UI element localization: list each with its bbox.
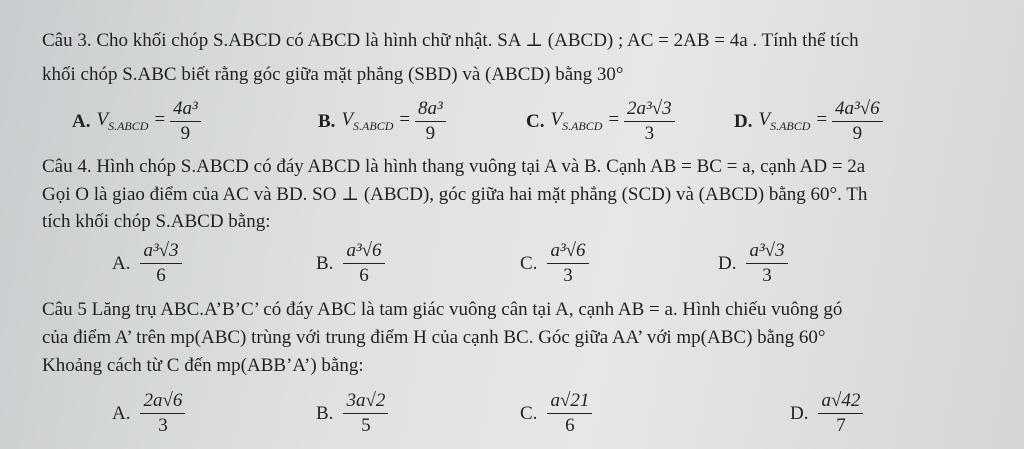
q5-option-a-fraction: $\frac{2a√6}{3}$	[140, 390, 185, 437]
q5-line3: Khoảng cách từ C đến mp(ABB’A’) bằng:	[42, 355, 364, 376]
q4-option-b	[316, 240, 389, 287]
q4-option-c	[520, 240, 593, 287]
q3-option-d-fraction: $\frac{\text{4a³√6}}{9}$	[832, 98, 883, 145]
q3-option-a	[72, 98, 205, 145]
q4-option-d-fraction: $\frac{\text{a³√3}}{3}$	[746, 240, 787, 287]
q3-line1: Câu 3. Cho khối chóp S.ABCD có ABCD là hình chữ nhật. SA ⊥ (ABCD) ; AC = 2AB = 4a . Tính thể tích	[42, 30, 859, 51]
q4-option-a-label: A.	[112, 252, 131, 274]
q4-option-d	[718, 240, 792, 287]
q3-option-b-lhs: $V_{S.ABCD}$ =	[341, 109, 411, 133]
q4-option-c-label: C.	[520, 252, 538, 274]
q3-option-d	[734, 98, 887, 145]
q4-line1: Câu 4. Hình chóp S.ABCD có đáy ABCD là hình thang vuông tại A và B. Cạnh AB = BC = a, cạnh AD = 2a	[42, 156, 866, 177]
q5-option-d-label: D.	[790, 402, 809, 424]
q4-option-c-fraction: $\frac{\text{a³√6}}{3}$	[547, 240, 588, 287]
q4-line3: tích khối chóp S.ABCD bằng:	[42, 211, 271, 232]
q4-line2: Gọi O là giao điểm của AC và BD. SO ⊥ (ABCD), góc giữa hai mặt phẳng (SCD) và (ABCD) bằng 60°. Th	[42, 184, 868, 205]
q3-option-a-fraction: $\frac{\text{4a³}}{9}$	[170, 98, 201, 145]
q5-option-d-fraction: $\frac{a√42}{7}$	[818, 390, 863, 437]
q4-option-a	[112, 240, 186, 287]
q3-option-b	[318, 98, 450, 145]
q3-option-d-label: D.	[734, 110, 753, 132]
q3-option-b-label: B.	[318, 110, 336, 132]
q4-option-d-label: D.	[718, 252, 737, 274]
q3-option-a-label: A.	[72, 110, 91, 132]
q5-option-c-label: C.	[520, 402, 538, 424]
q5-option-d	[790, 390, 867, 437]
q5-option-c	[520, 390, 596, 437]
q4-option-b-fraction: $\frac{\text{a³√6}}{6}$	[343, 240, 384, 287]
q3-option-b-fraction: $\frac{\text{8a³}}{9}$	[415, 98, 446, 145]
q3-line2: khối chóp S.ABC biết rằng góc giữa mặt phẳng (SBD) và (ABCD) bằng 30°	[42, 64, 624, 85]
q3-option-c-fraction: $\frac{\text{2a³√3}}{3}$	[624, 98, 675, 145]
q4-option-a-fraction: $\frac{\text{a³√3}}{6}$	[140, 240, 181, 287]
q5-option-b-fraction: $\frac{3a√2}{5}$	[343, 390, 388, 437]
q5-option-a	[112, 390, 189, 437]
q3-option-c-label: C.	[526, 110, 545, 132]
q3-option-d-lhs: $V_{S.ABCD}$ =	[758, 109, 829, 133]
q3-option-a-lhs: $V_{S.ABCD}$ =	[96, 109, 167, 133]
q5-option-b	[316, 390, 392, 437]
q4-option-b-label: B.	[316, 252, 334, 274]
q3-option-c	[526, 98, 679, 145]
q5-line1: Câu 5 Lăng trụ ABC.A’B’C’ có đáy ABC là tam giác vuông cân tại A, cạnh AB = a. Hình chiếu vuông gó	[42, 299, 843, 320]
q5-option-a-label: A.	[112, 402, 131, 424]
q3-option-c-lhs: $V_{S.ABCD}$ =	[550, 109, 621, 133]
q5-line2: của điểm A’ trên mp(ABC) trùng với trung điểm H của cạnh BC. Góc giữa AA’ với mp(ABC) bằng 60°	[42, 327, 826, 348]
q5-option-c-fraction: $\frac{a√21}{6}$	[547, 390, 592, 437]
q5-option-b-label: B.	[316, 402, 334, 424]
